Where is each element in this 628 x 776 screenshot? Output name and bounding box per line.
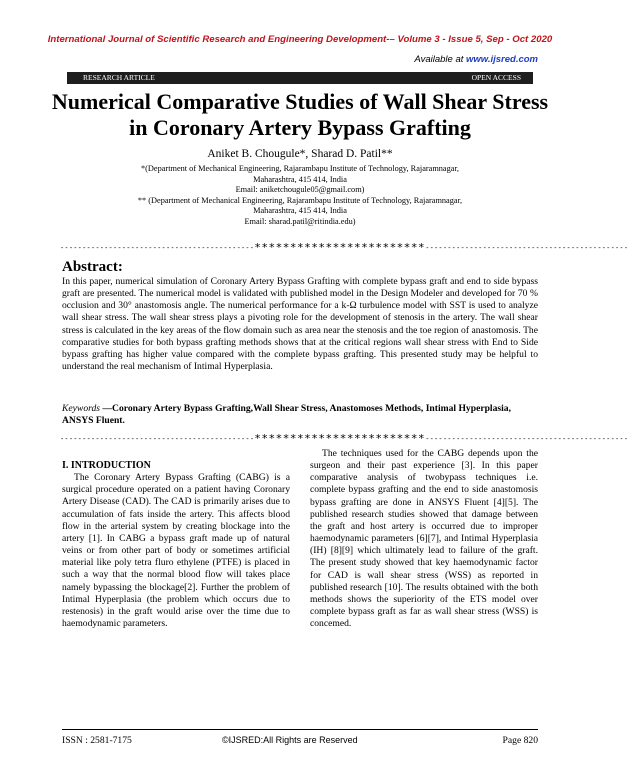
open-access-label: OPEN ACCESS [471,73,521,82]
abstract-heading: Abstract: [62,259,123,275]
article-type-label: RESEARCH ARTICLE [83,73,155,82]
footer-issn: ISSN : 2581-7175 [62,735,132,746]
separator-dashes: ---------------------------------------------- [425,244,628,252]
intro-paragraph-1: The Coronary Artery Bypass Grafting (CABG) is a surgical procedure operated on a patient having Coronary Artery Disease (CAD). The CAD is primarily arises due to accumulation of fats inside the artery. This affects blood flow in the arterial system by creating blockage into the artery [1]. In CABG a bypass graft made up of natural veins or from other part of body or sometimes artificial material like poly tetra fluro ethylene (PTFE) is placed in such a way that the normal blood flow will takes place namely bypassing the blockage[2]. Further the problem of Intimal Hyperplasia (the problem which occurs due to restenosis) in the graft would arise over the time due to haemodynamic parameters. [62,472,290,630]
separator-stars: ************************ [254,432,426,445]
affiliation-line: Maharashtra, 415 414, India [253,206,347,216]
affiliation-line: ** (Department of Mechanical Engineering, Rajarambapu Institute of Technology, Rajaramnagar, [137,195,463,205]
journal-url-link[interactable]: www.ijsred.com [466,54,538,65]
right-column [310,448,538,630]
affiliation-email: Email: sharad.patil@ritindia.edu) [244,216,356,226]
footer-copyright: ©IJSRED:All Rights are Reserved [222,735,358,745]
affiliation-block [100,164,500,228]
journal-header: International Journal of Scientific Research and Engineering Development-– Volume 3 - Issue 5, Sep - Oct 2020 [47,34,553,45]
abstract-text: In this paper, numerical simulation of Coronary Artery Bypass Grafting with complete bypass graft and end to side bypass graft are presented. The numerical model is validated with published model in the Design Modeler and developed for 70 % occlusion and 30° anastomosis angle. The numerical performance for a k-Ω turbulence model with SST is used to analyze wall shear stress. The wall shear stress plays a pivoting role for the development of stenosis in the artery. The wall shear stress is calculated in the key areas of the flow domain such as area near the stenosis and the toe region of anastomosis. The comparative studies for both bypass grafting methods shows that at the critical regions wall shear stress with End to Side bypass grafting has higher value compared with the complete bypass grafting. This presented study may be helpful to understand the real mechanism of Intimal Hyperplasia. [62,276,538,373]
affiliation-line: Maharashtra, 415 414, India [253,174,347,184]
page-footer [62,729,538,746]
keywords-label: Keywords [62,403,101,414]
intro-paragraph-2: The techniques used for the CABG depends upon the surgeon and their past experience [3]. In this paper comparative analysis of twobypass techniques i.e. complete bypass grafting and the end to side anastomosis bypass grafting are done in ANSYS Fluent [4][5]. The published research studies showed that damage between the graft and host artery is occurred due to improper haemodynamic parameters [6][7], and Intimal Hyperplasia (IH) [8][9] which ultimately lead to failure of the graft. The present study showed that key haemodynamic factor for CAD is wall shear stress (WSS) as reported in published research [10]. The results obtained with the both methods shows the superiority of the ETS model over complete bypass graft as far as wall shear stress (WSS) is concemed. [310,448,538,630]
article-type-bar [67,72,533,84]
separator-dashes: -------------------------------------------- [60,435,255,443]
separator-stars: ************************ [254,241,426,254]
separator-top [60,240,628,254]
separator-dashes: -------------------------------------------- [60,244,255,252]
section-heading-introduction: I. INTRODUCTION [62,460,151,471]
available-prefix: Available at [414,54,467,65]
affiliation-email: Email: aniketchougule05@gmail.com) [235,185,365,195]
title-line-1: Numerical Comparative Studies of Wall Shear Stress [51,89,549,114]
title-line-2: in Coronary Artery Bypass Grafting [129,115,471,140]
affiliation-line: *(Department of Mechanical Engineering, Rajarambapu Institute of Technology, Rajaramnagar, [141,164,459,173]
left-column [62,448,290,630]
separator-dashes: ---------------------------------------------- [425,435,628,443]
footer-page-number: Page 820 [502,735,538,746]
availability-line [414,54,538,65]
keywords [62,403,538,428]
paper-title [40,89,560,141]
separator-bottom [60,431,628,445]
keywords-text: —Coronary Artery Bypass Grafting,Wall Shear Stress, Anastomoses Methods, Intimal Hyperplasia, ANSYS Fluent. [62,403,511,427]
authors: Aniket B. Chougule*, Sharad D. Patil** [207,148,393,160]
